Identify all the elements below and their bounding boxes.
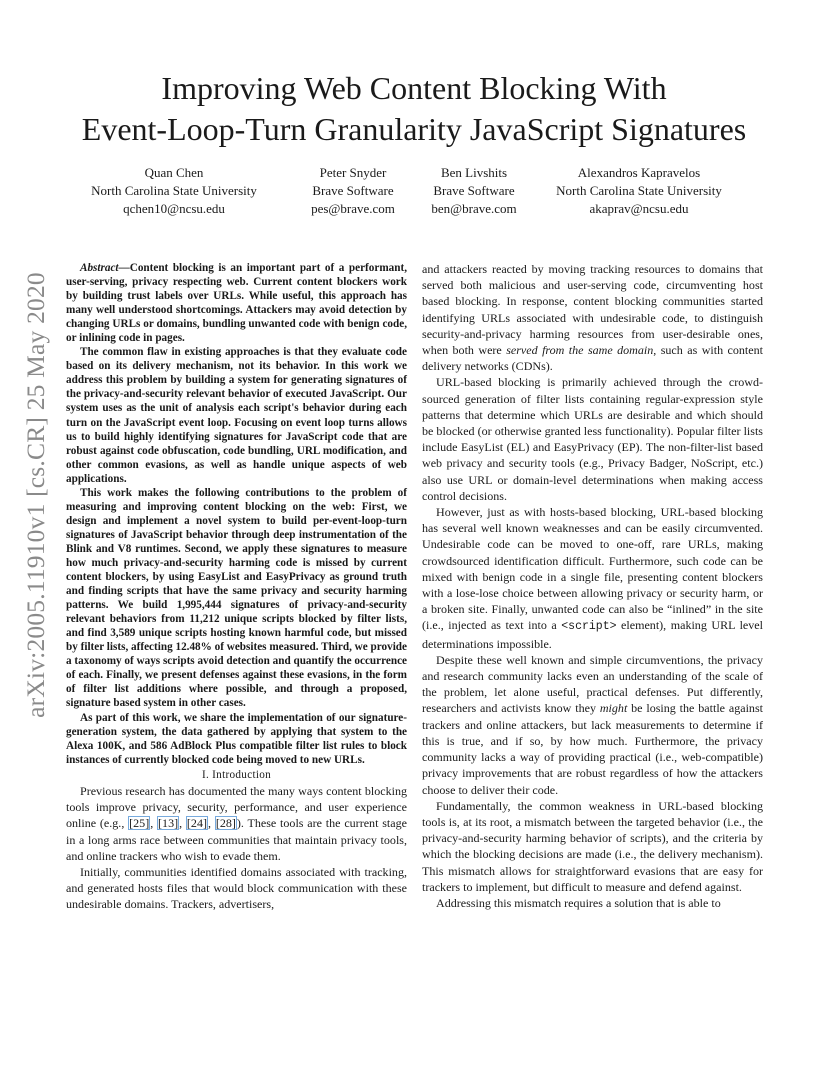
abstract-paragraph-3: This work makes the following contributions to the problem of measuring and improving content blocking on the web: First, we design and implement a novel system to build per-event-loop-turn signatures of JavaScript behavior through deep instrumentation of the Blink and V8 runtimes. Second, we apply these signatures to measure how much privacy-and-security harming code is missed by current content blockers, by using EasyList and EasyPrivacy as ground truth and finding scripts that have the same privacy and security harming patterns. We build 1,995,444 signatures of privacy-and-security relevant behaviors from 11,212 unique scripts blocked by filter lists, and find 3,589 unique scripts hosting known harmful code, but missed by filter lists, affecting 12.48% of websites measured. Third, we provide a taxonomy of ways scripts avoid detection and quantify the occurrence of each. Finally, we present defenses against these evasions, in the form of filter list additions where possible, and through a proposed, signature based system in other cases. (66, 486, 407, 710)
citation-link[interactable]: [25] (129, 816, 150, 831)
left-column (66, 261, 407, 913)
body-text: be losing the battle against trackers and online attackers, but lack measurements to determine if this is true, and if so, by how much. Furthermore, the privacy community lacks a way of providing practical (i.e., web-compatible) privacy improvements that are robust regardless of how the attackers choose to deliver their code. (422, 701, 763, 797)
author-affiliation: Brave Software (312, 183, 394, 198)
abstract-text-1: —Content blocking is an important part of a performant, user-serving, privacy respecting web. Current content blockers work by building trust labels over URLs. While useful, this approach has many well understood shortcomings. Attackers may avoid detection by changing URLs or domains, bundling unwanted code with benign code, or inlining code in pages. (66, 262, 407, 345)
author-3 (431, 164, 516, 218)
intro-text: ). These tools are the current stage in a long arms race between communities that maintain privacy tools, and online trackers who wish to evade them. (66, 816, 407, 863)
title-line-2: Event-Loop-Turn Granularity JavaScript Signatures (81, 111, 747, 147)
author-1 (91, 164, 257, 218)
emphasis-text: might (599, 701, 628, 716)
body-text: , such as with content delivery networks (CDNs). (422, 343, 763, 374)
author-name: Alexandros Kapravelos (577, 165, 701, 180)
right-column (422, 261, 763, 911)
author-affiliation: Brave Software (433, 183, 515, 198)
author-email: akaprav@ncsu.edu (589, 201, 689, 216)
abstract (66, 261, 407, 767)
intro-text: Previous research has documented the many ways content blocking tools improve privacy, security, performance, and user experience online (e.g., (66, 783, 407, 831)
abstract-paragraph-2: The common flaw in existing approaches is that they evaluate code based on its delivery mechanism, not its behavior. In this work we address this problem by building a system for generating signatures of the privacy-and-security relevant behavior of executed JavaScript. Our system uses as the unit of analysis each script's behavior during each turn on the JavaScript event loop. Focusing on event loop turns allows us to build highly identifying signatures for JavaScript code that are robust against code obfuscation, code bundling, URL modification, and other common evasions, as well as handle unique aspects of web applications. (66, 346, 407, 485)
author-email: qchen10@ncsu.edu (123, 201, 225, 216)
body-paragraph-5: Fundamentally, the common weakness in URL-based blocking tools is, at its root, a mismatch between the targeted behavior (i.e., the privacy-and-security harming behavior of scripts), and the criteria by which the blocking decisions are made (i.e., the delivery mechanism). This mismatch allows for straightforward evasions that are easy for trackers to implement, but difficult to measure and defend against. (422, 798, 763, 894)
paper-title (60, 68, 768, 150)
author-name: Peter Snyder (319, 165, 387, 180)
body-text: Despite these well known and simple circumventions, the privacy and research community lacks even an understanding of the scale of the problem, let alone useful, practical defenses. Put differently, researchers and activists know they (422, 652, 763, 716)
title-line-1: Improving Web Content Blocking With (161, 70, 667, 106)
body-paragraph-3 (422, 504, 763, 652)
author-name: Quan Chen (144, 165, 204, 180)
author-name: Ben Livshits (440, 165, 508, 180)
author-email: ben@brave.com (431, 201, 517, 216)
author-affiliation: North Carolina State University (556, 183, 722, 198)
citation-link[interactable]: [28] (215, 816, 236, 831)
emphasis-text: served from the same domain (506, 343, 654, 358)
author-email: pes@brave.com (311, 201, 395, 216)
arxiv-stamp (10, 272, 62, 718)
citation-link[interactable]: [13] (158, 816, 179, 831)
intro-paragraph-1: Previous research has documented the many ways content blocking tools improve privacy, security, performance, and user experience online (e.g., [25], [13], [24], [28]). These tools are the current stage in a long arms race between communities that maintain privacy tools, and online trackers who wish to evade them. (66, 783, 407, 863)
body-text: and attackers reacted by moving tracking resources to domains that served both malicious and user-serving code, circumventing host based blocking. In response, content blocking communities started identifying URLs associated with undesirable code, to distinguish security-and-privacy harming resources from user-desirable ones, when both were (422, 262, 763, 358)
intro-paragraph-2: Initially, communities identified domains associated with tracking, and generated hosts files that would block communication with these undesirable domains. Trackers, advertisers, (66, 864, 407, 912)
arxiv-stamp-text: arXiv:2005.11910v1 [cs.CR] 25 May 2020 (21, 272, 51, 718)
body-text: element), making URL level determinations impossible. (422, 618, 763, 651)
author-2 (311, 164, 395, 218)
body-paragraph-1 (422, 261, 763, 374)
body-paragraph-6: Addressing this mismatch requires a solution that is able to (436, 895, 721, 910)
author-4 (556, 164, 722, 218)
author-affiliation: North Carolina State University (91, 183, 257, 198)
section-heading-introduction: I. Introduction (201, 768, 272, 781)
body-paragraph-2: URL-based blocking is primarily achieved through the crowd-sourced generation of filter lists containing regular-expression style patterns that determine which URLs are desirable and which should be blocked (or otherwise granted less functionality). Popular filter lists include EasyList (EL) and EasyPrivacy (EP). The non-filter-list based web privacy and security tools (e.g., Privacy Badger, NoScript, etc.) also use URL or domain-level determinations when making access control decisions. (422, 375, 763, 503)
inline-code: <script> (561, 620, 617, 634)
abstract-heading: Abstract (80, 262, 119, 274)
abstract-paragraph-1 (66, 261, 407, 345)
citation-link[interactable]: [24] (186, 816, 207, 831)
abstract-paragraph-4: As part of this work, we share the implementation of our signature-generation system, the data gathered by applying that system to the Alexa 100K, and 586 AdBlock Plus compatible filter list rules to block instances of currently blocked code being moved to new URLs. (66, 711, 407, 766)
body-text: However, just as with hosts-based blocking, URL-based blocking has several well known weaknesses and can be easily circumvented. Undesirable code can be moved to one-off, rare URLs, making crowdsourced identification difficult. Furthermore, such code can be mixed with benign code in a single file, presenting content blockers with a lose-lose choice between allowing privacy or security harm, or a broken site. Finally, unwanted code can also be “inlined” in the site (i.e., injected as text into a (422, 505, 763, 633)
body-paragraph-4 (422, 652, 763, 798)
